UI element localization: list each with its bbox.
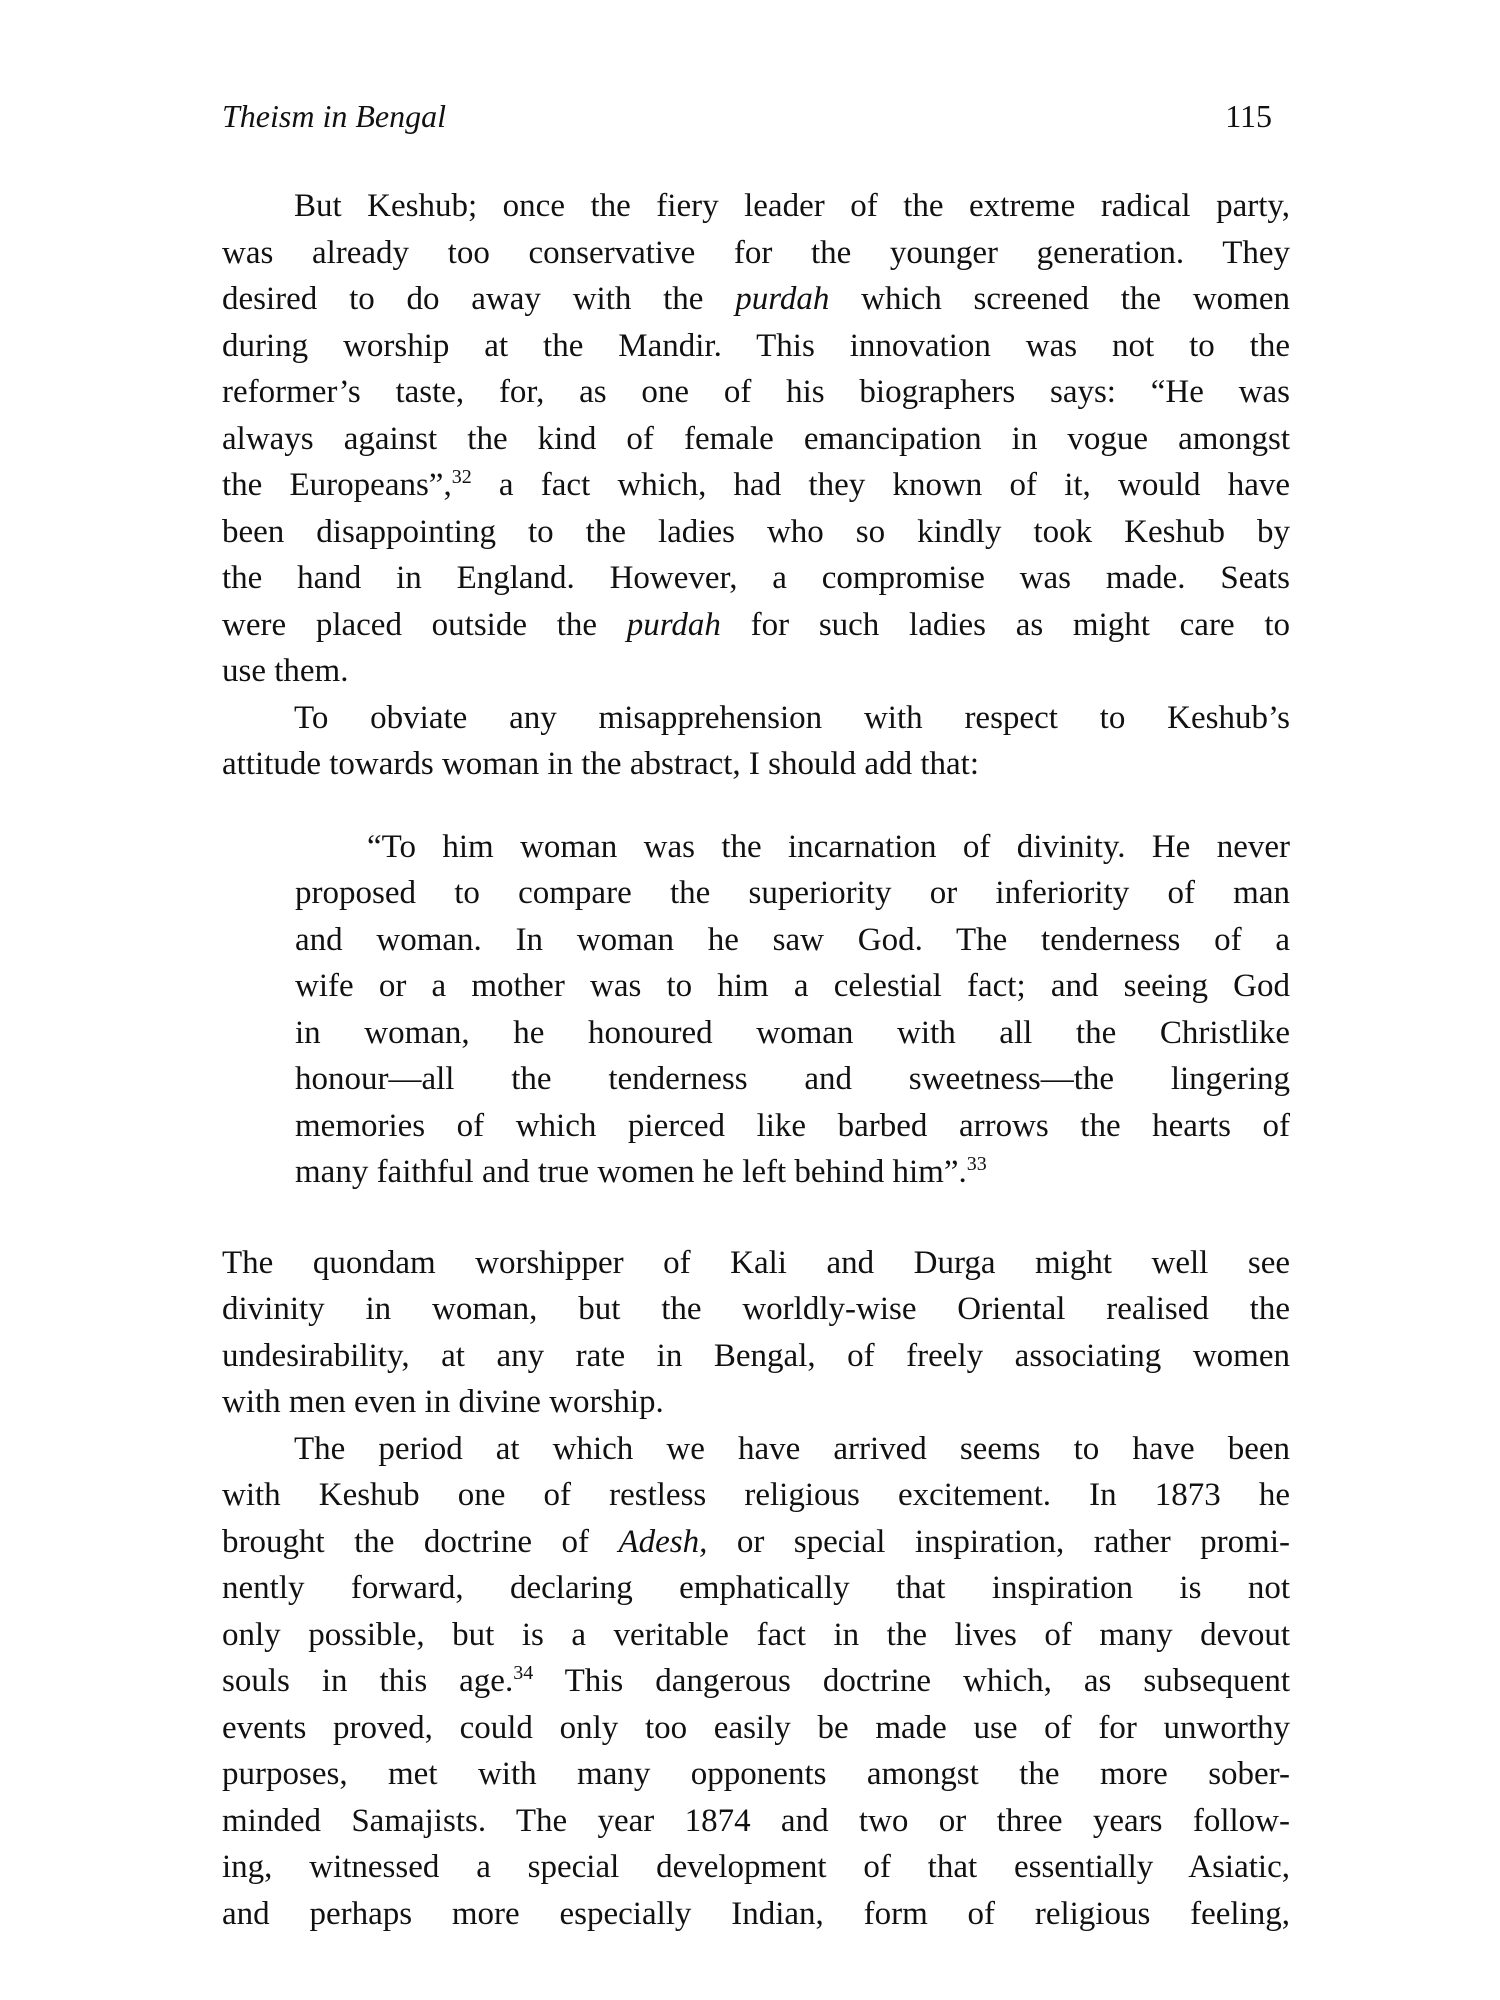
italic-term: purdah bbox=[626, 606, 721, 643]
footnote-ref: 32 bbox=[451, 466, 472, 488]
quote-line: honour—all the tenderness and sweetness—the lingering bbox=[295, 1061, 1290, 1097]
quote-line: proposed to compare the superiority or inferiority of man bbox=[295, 875, 1290, 911]
footnote-ref: 33 bbox=[966, 1153, 987, 1175]
quote-line: many faithful and true women he left behind him”.$^{33}$ bbox=[295, 1153, 987, 1190]
text-line: during worship at the Mandir. This innovation was not to the bbox=[222, 327, 1290, 364]
text-line: nently forward, declaring emphatically that inspiration is not bbox=[222, 1570, 1290, 1606]
text-line: been disappointing to the ladies who so kindly took Keshub by bbox=[222, 513, 1290, 550]
text-line: But Keshub; once the fiery leader of the extreme radical party, bbox=[294, 188, 1290, 224]
text-line: souls in this age.$^{34}$ This dangerous doctrine which, as subsequent bbox=[222, 1662, 1290, 1699]
text-line: events proved, could only too easily be made use of for unworthy bbox=[222, 1709, 1290, 1746]
text-line: ing, witnessed a special development of that essentially Asiatic, bbox=[222, 1849, 1290, 1885]
text-line: only possible, but is a veritable fact in the lives of many devout bbox=[222, 1616, 1290, 1653]
paragraph-quondam-worshipper bbox=[222, 1240, 1290, 1426]
text-line: with men even in divine worship. bbox=[222, 1384, 664, 1420]
text-line: reformer’s taste, for, as one of his biographers says: “He was bbox=[222, 374, 1290, 410]
quote-line: in woman, he honoured woman with all the Christlike bbox=[295, 1014, 1290, 1051]
text-line: use them. bbox=[222, 653, 349, 689]
text-line: was already too conservative for the younger generation. They bbox=[222, 234, 1290, 271]
text-line: undesirability, at any rate in Bengal, of freely associating women bbox=[222, 1337, 1290, 1374]
paragraph-keshub-purdah bbox=[222, 183, 1290, 695]
text-line: the Europeans”,$^{32}$ a fact which, had they known of it, would have bbox=[222, 466, 1290, 503]
text-line: purposes, met with many opponents amongst the more sober- bbox=[222, 1756, 1290, 1792]
text-line: brought the doctrine of Adesh, or special inspiration, rather promi- bbox=[222, 1523, 1290, 1560]
text-line: minded Samajists. The year 1874 and two or three years follow- bbox=[222, 1802, 1290, 1839]
body-text bbox=[222, 183, 1290, 1937]
text-line: were placed outside the purdah for such ladies as might care to bbox=[222, 606, 1290, 643]
quote-line: “To him woman was the incarnation of divinity. He never bbox=[367, 828, 1290, 865]
text-line: with Keshub one of restless religious excitement. In 1873 he bbox=[222, 1477, 1290, 1513]
paragraph-adesh-doctrine bbox=[222, 1426, 1290, 1938]
italic-term: Adesh, bbox=[618, 1523, 708, 1560]
footnote-ref: 34 bbox=[513, 1662, 534, 1684]
italic-term: purdah bbox=[735, 281, 830, 317]
quote-line: memories of which pierced like barbed arrows the hearts of bbox=[295, 1107, 1290, 1144]
text-line: always against the kind of female emancipation in vogue amongst bbox=[222, 420, 1290, 457]
page-header bbox=[222, 98, 1272, 148]
page-number: 115 bbox=[1225, 98, 1272, 134]
text-line: The period at which we have arrived seems to have been bbox=[294, 1430, 1290, 1467]
text-line: attitude towards woman in the abstract, I should add that: bbox=[222, 746, 979, 782]
text-line: and perhaps more especially Indian, form of religious feeling, bbox=[222, 1895, 1290, 1932]
paragraph-misapprehension bbox=[222, 695, 1290, 788]
text-line: the hand in England. However, a compromise was made. Seats bbox=[222, 560, 1290, 596]
block-quote bbox=[295, 824, 1290, 1196]
quote-line: and woman. In woman he saw God. The tenderness of a bbox=[295, 921, 1290, 958]
running-title: Theism in Bengal bbox=[222, 98, 446, 134]
quote-line: wife or a mother was to him a celestial fact; and seeing God bbox=[295, 968, 1290, 1004]
text-line: desired to do away with the purdah which screened the women bbox=[222, 281, 1290, 317]
text-line: divinity in woman, but the worldly-wise Oriental realised the bbox=[222, 1291, 1290, 1327]
text-line: The quondam worshipper of Kali and Durga might well see bbox=[222, 1244, 1290, 1281]
text-line: To obviate any misapprehension with respect to Keshub’s bbox=[294, 699, 1290, 736]
